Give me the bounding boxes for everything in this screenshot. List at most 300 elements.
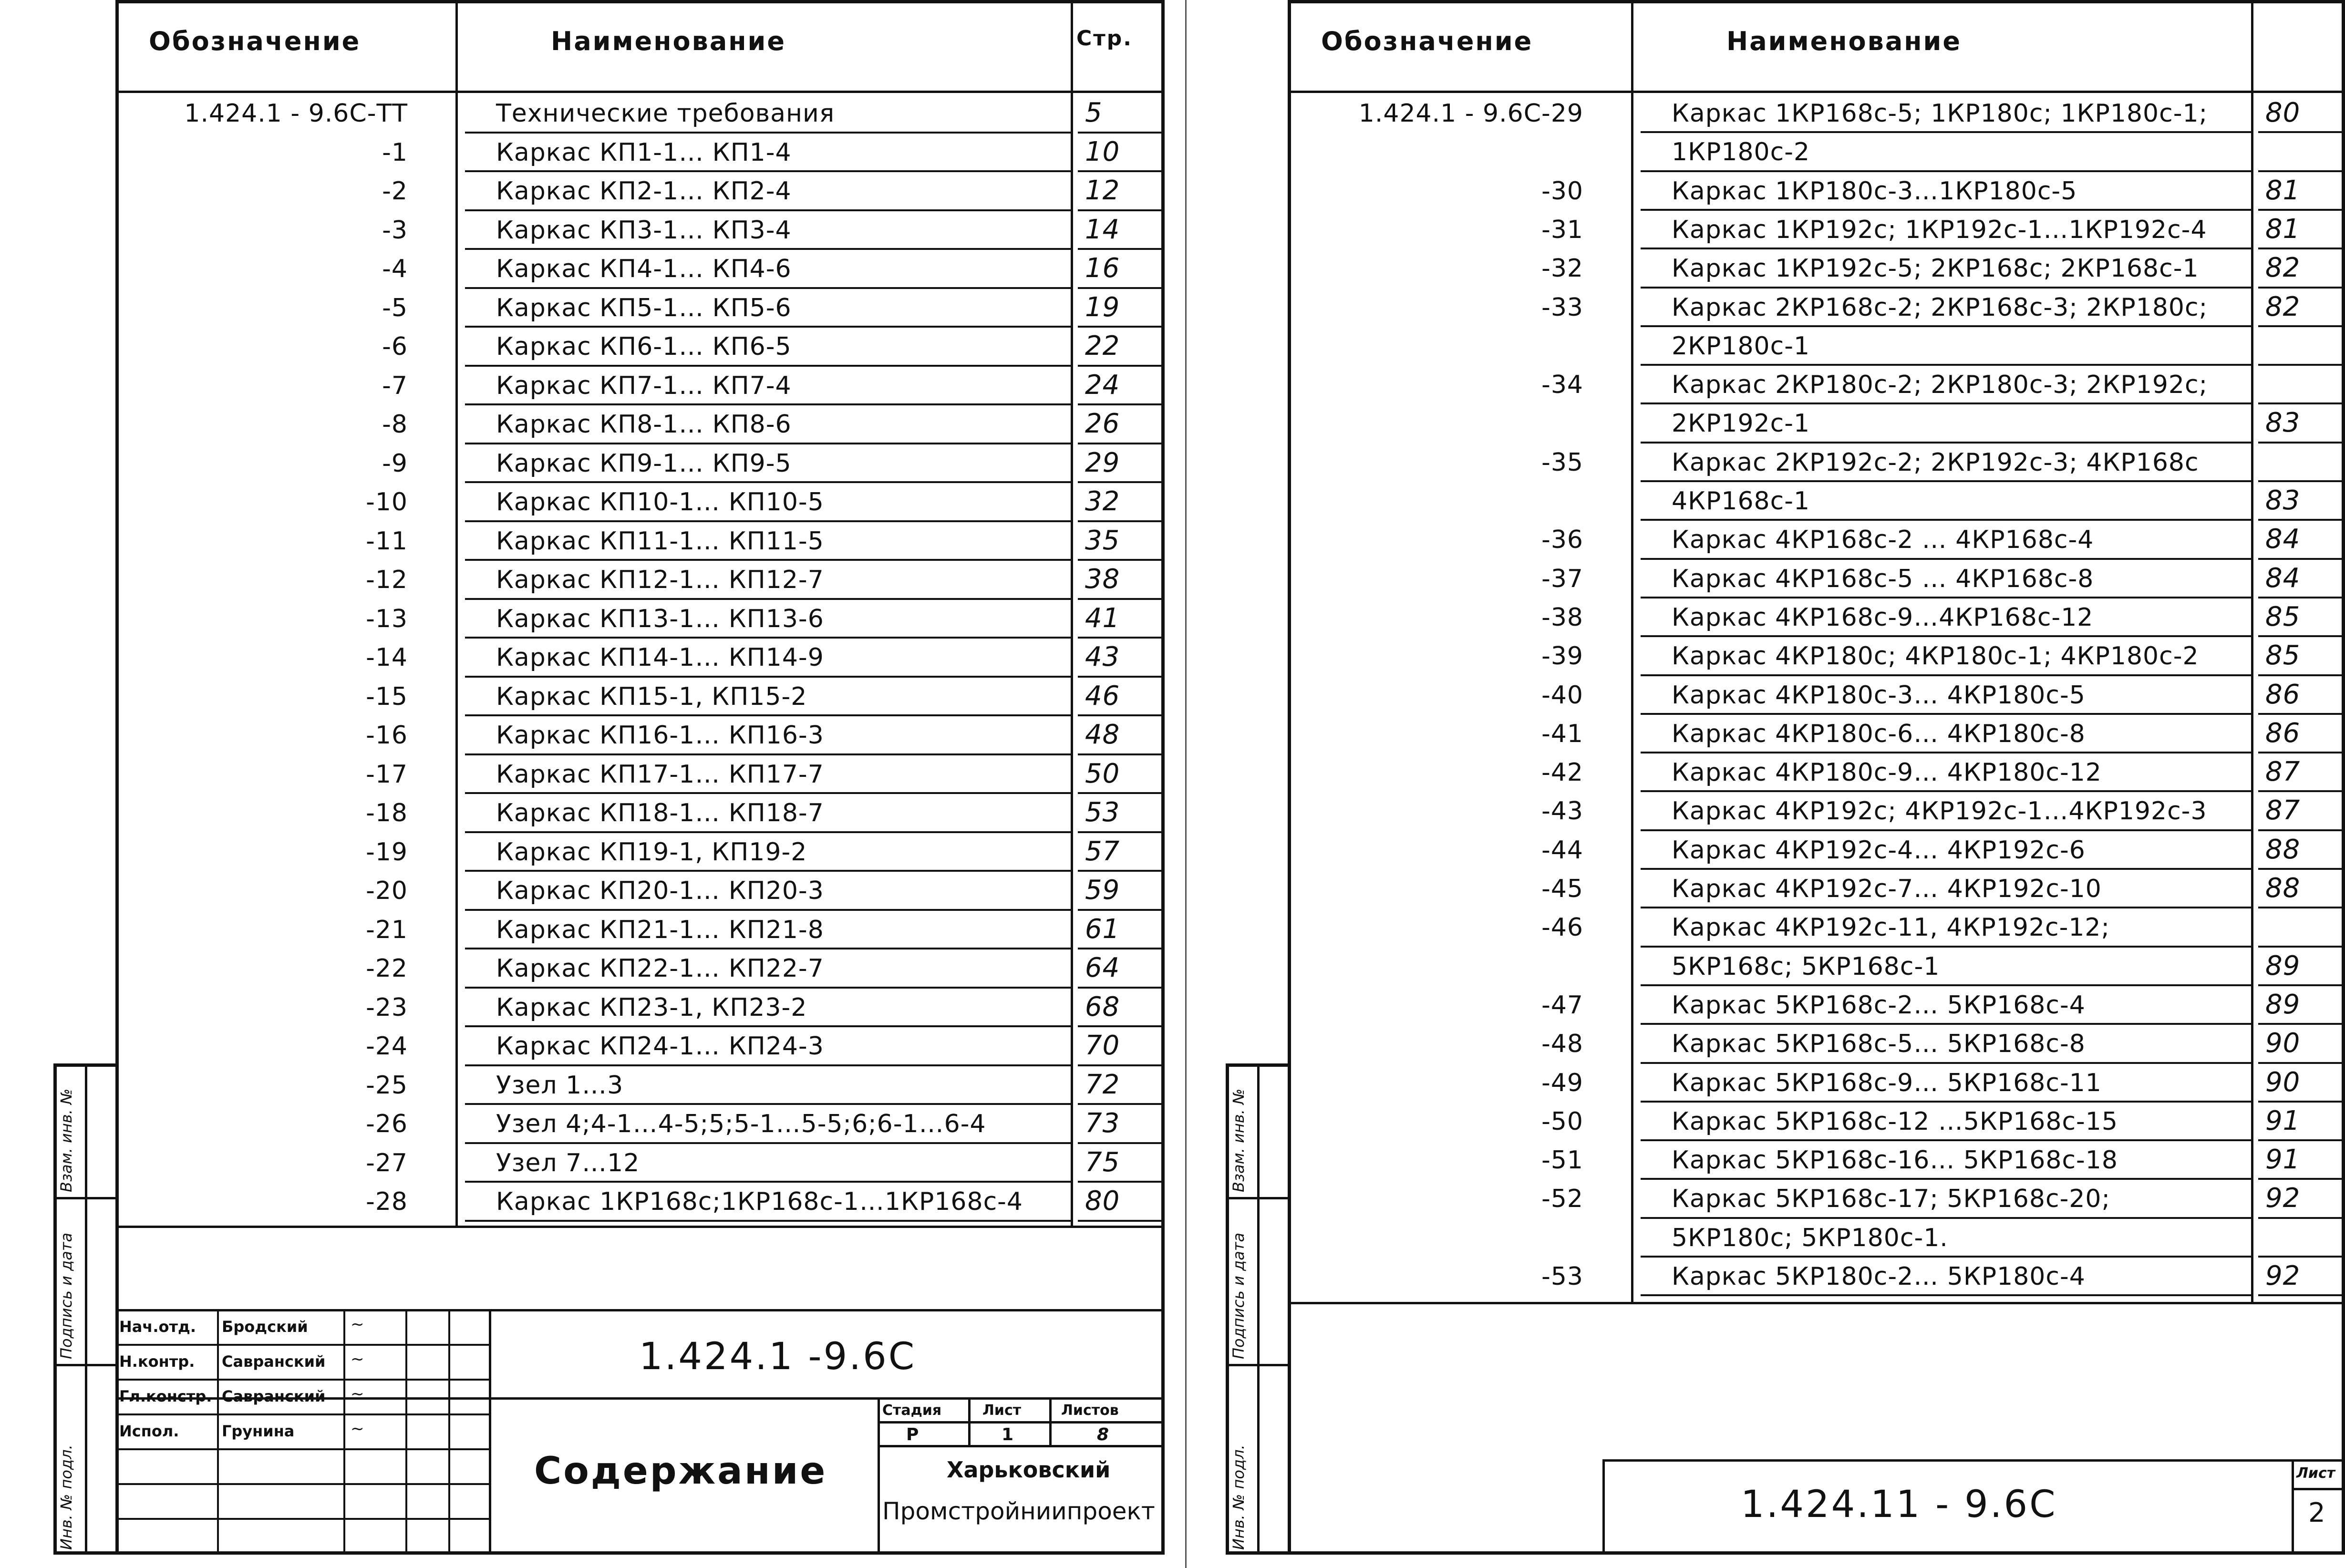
row-underline — [1641, 287, 2251, 289]
row-name: Каркас КП11-1… КП11-5 — [496, 526, 824, 556]
row-name: Технические требования — [496, 99, 835, 128]
row-designation: -45 — [1541, 875, 1583, 903]
role-person: Савранский — [222, 1387, 326, 1405]
sheets-value: 8 — [1097, 1425, 1109, 1444]
row-name: Каркас 4КР192с-11, 4КР192с-12; — [1672, 913, 2110, 942]
row-designation: -37 — [1541, 564, 1583, 593]
row-underline — [465, 948, 1071, 949]
row-page: 88 — [2265, 873, 2301, 904]
row-underline — [465, 403, 1071, 405]
row-page: 88 — [2265, 834, 2301, 865]
row-designation: -1 — [382, 138, 408, 167]
row-underline — [465, 1103, 1071, 1105]
page-underline — [1078, 443, 1162, 444]
row-designation: -14 — [366, 643, 408, 672]
row-underline — [1641, 1217, 2251, 1219]
row-name: Каркас КП19-1, КП19-2 — [496, 837, 807, 867]
row-page: 72 — [1085, 1069, 1120, 1100]
row-name: Узел 1…3 — [496, 1071, 624, 1100]
row-underline — [465, 248, 1071, 250]
row-name: 2КР192с-1 — [1672, 409, 1810, 438]
role-title: Гл.констр. — [119, 1387, 212, 1405]
signature-scribble: ~ — [351, 1350, 364, 1369]
column-divider — [2251, 0, 2253, 1302]
header-page: Стр. — [1076, 26, 1133, 51]
page-underline — [1078, 170, 1162, 172]
row-name: Каркас 5КР168с-17; 5КР168с-20; — [1672, 1185, 2111, 1214]
role-person: Бродский — [222, 1318, 308, 1336]
row-designation: -26 — [366, 1110, 408, 1138]
row-name: 2КР180с-1 — [1672, 331, 1810, 361]
page-underline — [1078, 520, 1162, 522]
row-name: Каркас 1КР192с; 1КР192с-1…1КР192с-4 — [1672, 215, 2207, 244]
row-underline — [1641, 1062, 2251, 1064]
row-underline — [465, 598, 1071, 600]
row-designation: -6 — [382, 332, 408, 361]
column-divider — [1631, 0, 1633, 1302]
row-underline — [465, 443, 1071, 444]
sheet-value: 1 — [1002, 1425, 1014, 1444]
right-doc-code: 1.424.11 - 9.6С — [1741, 1483, 2057, 1526]
row-page: 41 — [1085, 602, 1120, 634]
row-page: 43 — [1085, 641, 1120, 672]
row-designation: -17 — [366, 760, 408, 789]
row-designation: -11 — [366, 526, 408, 556]
row-underline — [1641, 907, 2251, 908]
page-underline — [2258, 364, 2343, 366]
row-underline — [465, 481, 1071, 483]
row-underline — [1641, 1023, 2251, 1025]
role-title: Испол. — [119, 1422, 179, 1440]
row-page: 12 — [1085, 175, 1120, 206]
row-underline — [465, 870, 1071, 872]
row-underline — [1641, 674, 2251, 676]
row-name: Каркас 5КР168с-16… 5КР168с-18 — [1672, 1146, 2118, 1175]
row-underline — [465, 637, 1071, 639]
right-side-label-sign-date: Подпись и дата — [1229, 1232, 1248, 1359]
row-name: Каркас 5КР168с-12 …5КР168с-15 — [1672, 1107, 2118, 1136]
row-name: Каркас КП18-1… КП18-7 — [496, 799, 824, 827]
row-page: 46 — [1085, 680, 1120, 712]
right-sheet-label: Лист — [2296, 1465, 2335, 1482]
signature-scribble: ~ — [351, 1315, 364, 1334]
row-page: 83 — [2265, 485, 2301, 516]
row-page: 64 — [1085, 952, 1120, 983]
row-underline — [1641, 325, 2251, 327]
row-designation: -7 — [382, 371, 408, 400]
row-name: Каркас КП22-1… КП22-7 — [496, 954, 824, 983]
page-underline — [2258, 907, 2343, 908]
page-underline — [1078, 559, 1162, 561]
page-underline — [2258, 325, 2343, 327]
sheets-label: Листов — [1061, 1402, 1119, 1419]
header-name: Наименование — [551, 26, 786, 56]
row-designation: -50 — [1541, 1107, 1583, 1136]
row-designation: -46 — [1541, 913, 1583, 942]
page-underline — [2258, 829, 2343, 831]
page-underline — [2258, 287, 2343, 289]
row-underline — [1641, 868, 2251, 870]
header-divider — [115, 91, 1165, 93]
page-underline — [1078, 1025, 1162, 1027]
page-underline — [2258, 1139, 2343, 1141]
row-designation: -8 — [382, 410, 408, 439]
row-name: Каркас КП23-1, КП23-2 — [496, 993, 807, 1022]
row-page: 90 — [2265, 1028, 2301, 1059]
row-underline — [1641, 752, 2251, 753]
row-designation: -28 — [366, 1187, 408, 1216]
row-designation: -35 — [1541, 448, 1583, 477]
row-name: Каркас 5КР168с-2… 5КР168с-4 — [1672, 990, 2086, 1020]
row-page: 22 — [1085, 330, 1120, 361]
page-underline — [2258, 984, 2343, 986]
row-designation: -34 — [1541, 371, 1583, 400]
row-name: Каркас КП1-1… КП1-4 — [496, 138, 792, 167]
right-side-label-inv: Инв. № подл. — [1229, 1444, 1248, 1550]
role-title: Нач.отд. — [119, 1318, 196, 1336]
row-underline — [465, 1220, 1071, 1222]
page-underline — [1078, 870, 1162, 872]
role-row-line — [115, 1518, 489, 1520]
page-underline — [2258, 519, 2343, 521]
row-name: Каркас КП6-1… КП6-5 — [496, 332, 792, 361]
row-underline — [465, 714, 1071, 716]
page-underline — [2258, 674, 2343, 676]
row-designation: -36 — [1541, 526, 1583, 555]
row-designation: -52 — [1541, 1185, 1583, 1214]
row-designation: -3 — [382, 216, 408, 245]
sheet-label: Лист — [982, 1402, 1022, 1419]
row-name: Каркас 4КР192с-7… 4КР192с-10 — [1672, 875, 2102, 903]
row-page: 89 — [2265, 950, 2301, 981]
page-underline — [1078, 598, 1162, 600]
row-name: Каркас КП24-1… КП24-3 — [496, 1032, 824, 1061]
row-name: Узел 7…12 — [496, 1148, 640, 1177]
page-underline — [1078, 248, 1162, 250]
row-designation: -24 — [366, 1032, 408, 1061]
row-name: 5КР168с; 5КР168с-1 — [1672, 952, 1940, 981]
row-underline — [1641, 248, 2251, 249]
row-underline — [1641, 984, 2251, 986]
row-page: 32 — [1085, 486, 1120, 517]
row-underline — [1641, 1178, 2251, 1180]
row-name: Каркас КП9-1… КП9-5 — [496, 449, 792, 478]
page-underline — [1078, 948, 1162, 949]
row-designation: -10 — [366, 488, 408, 516]
row-page: 57 — [1085, 836, 1120, 867]
page-underline — [1078, 209, 1162, 211]
page-underline — [2258, 1256, 2343, 1258]
row-page: 59 — [1085, 875, 1120, 906]
row-name: Каркас 4КР168с-5 … 4КР168с-8 — [1672, 564, 2094, 593]
row-page: 50 — [1085, 758, 1120, 789]
row-name: Каркас 4КР192с-4… 4КР192с-6 — [1672, 836, 2086, 865]
row-designation: -15 — [366, 682, 408, 711]
row-underline — [1641, 442, 2251, 444]
row-page: 82 — [2265, 252, 2301, 284]
row-designation: -4 — [382, 255, 408, 283]
row-page: 48 — [1085, 719, 1120, 750]
page-underline — [1078, 326, 1162, 328]
row-underline — [1641, 480, 2251, 482]
page-underline — [1078, 714, 1162, 716]
row-designation: -43 — [1541, 797, 1583, 826]
row-underline — [465, 520, 1071, 522]
row-designation: -41 — [1541, 719, 1583, 748]
page-underline — [1078, 909, 1162, 911]
row-name: Каркас КП10-1… КП10-5 — [496, 488, 824, 516]
row-name: Каркас 4КР180с; 4КР180с-1; 4КР180с-2 — [1672, 642, 2199, 671]
row-designation: -22 — [366, 954, 408, 983]
row-designation: -38 — [1541, 603, 1583, 632]
page-underline — [1078, 1064, 1162, 1066]
row-underline — [1641, 209, 2251, 211]
row-designation: -33 — [1541, 293, 1583, 322]
row-underline — [465, 365, 1071, 367]
row-underline — [465, 132, 1071, 134]
stage-value: Р — [906, 1425, 919, 1444]
row-underline — [1641, 364, 2251, 366]
page-underline — [1078, 676, 1162, 678]
row-underline — [1641, 790, 2251, 792]
row-page: 86 — [2265, 717, 2301, 749]
row-page: 14 — [1085, 214, 1120, 245]
page-underline — [2258, 442, 2343, 444]
page-underline — [1078, 1181, 1162, 1183]
page-underline — [1078, 403, 1162, 405]
page-underline — [1078, 287, 1162, 289]
page-underline — [2258, 635, 2343, 637]
row-page: 83 — [2265, 407, 2301, 439]
row-underline — [1641, 402, 2251, 404]
row-name: Каркас КП5-1… КП5-6 — [496, 293, 792, 322]
row-page: 19 — [1085, 291, 1120, 323]
row-underline — [1641, 1101, 2251, 1103]
row-designation: -47 — [1541, 990, 1583, 1020]
role-col-line — [405, 1309, 407, 1555]
row-page: 82 — [2265, 291, 2301, 322]
row-page: 70 — [1085, 1030, 1120, 1061]
row-page: 85 — [2265, 640, 2301, 671]
row-name: Каркас 4КР192с; 4КР192с-1…4КР192с-3 — [1672, 797, 2207, 826]
row-name: Каркас 1КР168с;1КР168с-1…1КР168с-4 — [496, 1187, 1023, 1216]
row-name: Каркас КП8-1… КП8-6 — [496, 410, 792, 439]
row-designation: -13 — [366, 604, 408, 633]
row-name: Каркас КП12-1… КП12-7 — [496, 566, 824, 594]
side-label-sign-date: Подпись и дата — [57, 1232, 75, 1359]
row-page: 10 — [1085, 136, 1120, 167]
role-row-line — [115, 1448, 489, 1450]
role-person: Савранский — [222, 1352, 326, 1371]
row-page: 75 — [1085, 1146, 1120, 1178]
row-page: 89 — [2265, 989, 2301, 1020]
row-designation: -16 — [366, 721, 408, 750]
row-name: Каркас 5КР168с-5… 5КР168с-8 — [1672, 1030, 2086, 1059]
row-underline — [465, 287, 1071, 289]
row-designation: -23 — [366, 993, 408, 1022]
page-underline — [2258, 402, 2343, 404]
header-designation: Обозначение — [149, 26, 361, 56]
page-underline — [1078, 481, 1162, 483]
row-page: 80 — [1085, 1186, 1120, 1217]
document-title: Содержание — [534, 1450, 827, 1493]
row-name: Каркас КП14-1… КП14-9 — [496, 643, 824, 672]
row-designation: -18 — [366, 799, 408, 827]
row-name: Каркас КП20-1… КП20-3 — [496, 877, 824, 905]
row-designation: 1.424.1 - 9.6С-ТТ — [184, 99, 408, 128]
row-underline — [465, 1025, 1071, 1027]
row-page: 5 — [1085, 97, 1103, 128]
row-page: 61 — [1085, 913, 1120, 945]
row-underline — [465, 909, 1071, 911]
column-divider — [455, 0, 458, 1226]
header-name: Наименование — [1726, 26, 1962, 56]
row-underline — [465, 676, 1071, 678]
row-page: 26 — [1085, 408, 1120, 439]
row-name: Каркас 1КР180с-3…1КР180с-5 — [1672, 176, 2077, 206]
row-name: Каркас КП16-1… КП16-3 — [496, 721, 824, 750]
row-page: 84 — [2265, 562, 2301, 594]
page-underline — [2258, 558, 2343, 560]
stage-label: Стадия — [882, 1402, 942, 1419]
header-designation: Обозначение — [1321, 26, 1533, 56]
page-underline — [2258, 1217, 2343, 1219]
row-underline — [465, 209, 1071, 211]
row-underline — [1641, 170, 2251, 172]
row-designation: -20 — [366, 877, 408, 905]
row-designation: -51 — [1541, 1146, 1583, 1175]
row-page: 91 — [2265, 1105, 2301, 1136]
row-page: 91 — [2265, 1144, 2301, 1176]
page-underline — [2258, 209, 2343, 211]
page-underline — [2258, 752, 2343, 753]
org-line-2: Промстройниипроект — [882, 1497, 1155, 1525]
page-underline — [1078, 987, 1162, 989]
row-name: Каркас КП4-1… КП4-6 — [496, 255, 792, 283]
page-underline — [2258, 248, 2343, 249]
row-designation: -12 — [366, 566, 408, 594]
page-underline — [1078, 637, 1162, 639]
row-underline — [465, 753, 1071, 755]
row-page: 81 — [2265, 213, 2301, 245]
row-name: Каркас 4КР180с-6… 4КР180с-8 — [1672, 719, 2086, 748]
page-underline — [2258, 946, 2343, 948]
row-page: 87 — [2265, 795, 2301, 826]
row-page: 92 — [2265, 1260, 2301, 1291]
row-underline — [1641, 635, 2251, 637]
row-name: 5КР180с; 5КР180с-1. — [1672, 1223, 1948, 1252]
row-designation: -2 — [382, 177, 408, 206]
role-col-line — [448, 1309, 450, 1555]
row-page: 73 — [1085, 1108, 1120, 1139]
row-page: 92 — [2265, 1183, 2301, 1214]
row-page: 38 — [1085, 564, 1120, 595]
row-page: 35 — [1085, 525, 1120, 556]
row-designation: 1.424.1 - 9.6С-29 — [1358, 99, 1583, 128]
row-page: 29 — [1085, 447, 1120, 478]
page-underline — [1078, 1142, 1162, 1144]
left-doc-code: 1.424.1 -9.6С — [639, 1335, 917, 1378]
row-name: Каркас КП15-1, КП15-2 — [496, 682, 807, 711]
row-name: 1КР180с-2 — [1672, 138, 1810, 167]
row-name: Каркас 1КР168с-5; 1КР180с; 1КР180с-1; — [1672, 99, 2208, 128]
role-row-line — [115, 1379, 489, 1381]
page-underline — [2258, 790, 2343, 792]
org-line-1: Харьковский — [947, 1457, 1111, 1483]
row-designation: -39 — [1541, 642, 1583, 671]
row-underline — [465, 326, 1071, 328]
row-underline — [1641, 946, 2251, 948]
row-underline — [1641, 597, 2251, 598]
page-underline — [1078, 1103, 1162, 1105]
row-designation: -27 — [366, 1148, 408, 1177]
row-name: Каркас 4КР168с-9…4КР168с-12 — [1672, 603, 2094, 632]
header-divider — [1288, 91, 2345, 93]
row-page: 80 — [2265, 97, 2301, 128]
row-designation: -32 — [1541, 254, 1583, 283]
page-underline — [2258, 480, 2343, 482]
row-underline — [465, 1181, 1071, 1183]
page-underline — [1078, 753, 1162, 755]
row-designation: -30 — [1541, 176, 1583, 206]
column-divider — [1071, 0, 1073, 1226]
row-underline — [1641, 1256, 2251, 1258]
page-separator — [1185, 0, 1187, 1568]
page-underline — [1078, 831, 1162, 833]
role-row-line — [115, 1413, 489, 1415]
row-designation: -19 — [366, 837, 408, 867]
row-name: Каркас 4КР180с-9… 4КР180с-12 — [1672, 758, 2102, 787]
row-name: Каркас КП17-1… КП17-7 — [496, 760, 824, 789]
page-underline — [2258, 170, 2343, 172]
right-sheet-number: 2 — [2308, 1497, 2325, 1528]
row-designation: -21 — [366, 915, 408, 944]
row-name: Каркас КП2-1… КП2-4 — [496, 177, 792, 206]
right-side-label-vzam: Взам. инв. № — [1229, 1088, 1248, 1192]
row-page: 90 — [2265, 1066, 2301, 1098]
signature-scribble: ~ — [351, 1419, 364, 1438]
side-label-inv: Инв. № подл. — [57, 1444, 75, 1550]
row-name: Каркас 4КР180с-3… 4КР180с-5 — [1672, 681, 2086, 710]
row-page: 16 — [1085, 253, 1120, 284]
side-label-vzam: Взам. инв. № — [57, 1088, 75, 1192]
role-title: Н.контр. — [119, 1352, 195, 1371]
row-designation: -42 — [1541, 758, 1583, 787]
row-name: 4КР168с-1 — [1672, 487, 1810, 516]
row-underline — [1641, 829, 2251, 831]
row-name: Каркас 2КР192с-2; 2КР192с-3; 4КР168с — [1672, 448, 2199, 477]
role-col-line — [343, 1309, 345, 1555]
page-underline — [2258, 597, 2343, 598]
page-underline — [2258, 1023, 2343, 1025]
row-underline — [1641, 519, 2251, 521]
row-name: Каркас 1КР192с-5; 2КР168с; 2КР168с-1 — [1672, 254, 2199, 283]
role-person: Грунина — [222, 1422, 295, 1440]
role-col-line — [217, 1309, 219, 1555]
row-page: 24 — [1085, 369, 1120, 401]
right-table-bottom — [1288, 1302, 2345, 1304]
signature-scribble: ~ — [351, 1384, 364, 1403]
row-name: Каркас 4КР168с-2 … 4КР168с-4 — [1672, 526, 2094, 555]
row-underline — [1641, 1139, 2251, 1141]
row-designation: -31 — [1541, 215, 1583, 244]
row-underline — [465, 1142, 1071, 1144]
row-underline — [1641, 558, 2251, 560]
page-underline — [2258, 1294, 2343, 1296]
row-underline — [465, 831, 1071, 833]
row-designation: -9 — [382, 449, 408, 478]
page-underline — [2258, 131, 2343, 133]
